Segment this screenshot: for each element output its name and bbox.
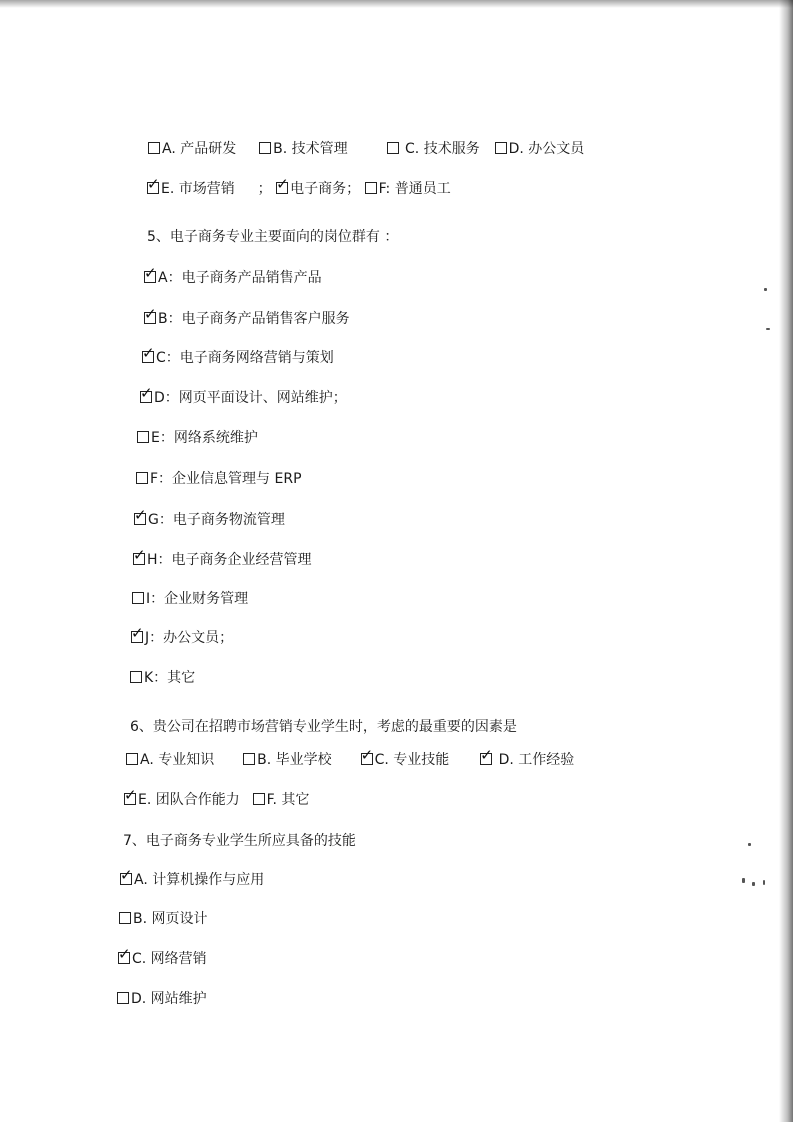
q5-option-label: K：其它 (144, 670, 196, 686)
option-d-label: D. 办公文员 (508, 141, 585, 157)
option-ecommerce-label: 电子商务； (290, 181, 361, 197)
check-icon: ✓ (120, 866, 133, 884)
checkbox-a[interactable] (148, 142, 160, 154)
option-c-label: C. 技术服务 (400, 141, 480, 157)
option-e-label: E. 市场营销 (161, 181, 235, 197)
scan-speck (766, 328, 770, 330)
check-icon: ✓ (118, 945, 131, 963)
q6-checkbox-a[interactable] (126, 753, 138, 765)
question-6-title: 6、贵公司在招聘市场营销专业学生时，考虑的最重要的因素是 (130, 719, 517, 735)
q5-option-f (136, 470, 302, 488)
q6-row-2 (124, 786, 310, 809)
q5-option-c (142, 344, 334, 367)
q5-option-label: C：电子商务网络营销与策划 (156, 350, 334, 366)
scan-speck (742, 878, 745, 883)
question-5-title: 5、电子商务专业主要面向的岗位群有 ： (147, 229, 399, 245)
checkbox-b[interactable] (259, 142, 271, 154)
q5-checkbox-i[interactable] (132, 592, 144, 604)
q5-checkbox-j[interactable] (131, 624, 144, 643)
q6-checkbox-d[interactable] (480, 746, 493, 765)
q5-checkbox-f[interactable] (136, 472, 148, 484)
q5-option-label: H：电子商务企业经营管理 (147, 552, 312, 568)
q5-checkbox-c[interactable] (142, 344, 155, 363)
q5-option-label: G：电子商务物流管理 (148, 512, 285, 528)
q5-option-label: B：电子商务产品销售客户服务 (158, 311, 350, 327)
scan-edge-top (0, 0, 793, 8)
q7-option-b (119, 910, 208, 928)
q7-checkbox-c[interactable] (118, 945, 131, 964)
q5-option-label: J：办公文员； (145, 630, 234, 646)
q7-checkbox-b[interactable] (119, 912, 131, 924)
option-f-label: F: 普通员工 (378, 181, 451, 197)
q5-option-d (140, 384, 347, 407)
q6-option-f-label: F. 其它 (266, 792, 310, 808)
q5-checkbox-h[interactable] (133, 546, 146, 565)
q5-checkbox-k[interactable] (130, 671, 142, 683)
q5-option-h (133, 546, 312, 569)
check-icon: ✓ (480, 746, 493, 764)
scan-edge-right (779, 0, 793, 1122)
q5-option-k (130, 669, 195, 687)
check-icon: ✓ (142, 344, 155, 362)
q6-checkbox-b[interactable] (243, 753, 255, 765)
q6-checkbox-c[interactable] (360, 746, 374, 765)
check-icon: ✓ (133, 546, 146, 564)
prev-question-row-1 (148, 140, 584, 158)
q5-checkbox-g[interactable] (134, 506, 147, 525)
check-icon: ✓ (124, 786, 137, 804)
q6-checkbox-e[interactable] (124, 786, 137, 805)
check-icon: ✓ (134, 506, 147, 524)
q5-option-label: A：电子商务产品销售产品 (158, 270, 322, 286)
q5-option-b (144, 305, 350, 328)
q6-option-b-label: B. 毕业学校 (257, 752, 332, 768)
check-icon: ✓ (147, 175, 160, 193)
q6-row-1 (126, 746, 575, 769)
q7-option-label: B. 网页设计 (133, 911, 208, 927)
q6-option-c-label: C. 专业技能 (374, 752, 450, 768)
q5-option-i (132, 590, 248, 608)
q5-option-label: E：网络系统维护 (151, 430, 258, 446)
q5-checkbox-a[interactable] (144, 264, 157, 283)
check-icon: ✓ (276, 175, 289, 193)
option-a-label: A. 产品研发 (162, 141, 237, 157)
scan-speck (748, 843, 751, 846)
q5-checkbox-d[interactable] (140, 384, 153, 403)
q5-option-label: D：网页平面设计、网站维护； (154, 390, 347, 406)
q6-option-e-label: E. 团队合作能力 (138, 792, 240, 808)
checkbox-f[interactable] (365, 182, 377, 194)
scan-speck (764, 288, 767, 291)
q5-option-label: I：企业财务管理 (146, 591, 249, 607)
q6-option-d-label: D. 工作经验 (494, 752, 575, 768)
checkbox-e[interactable] (147, 175, 160, 194)
scan-speck (752, 882, 755, 886)
q5-option-a (144, 264, 322, 287)
q7-checkbox-d[interactable] (117, 992, 129, 1004)
q7-option-label: C. 网络营销 (132, 951, 207, 967)
q7-checkbox-a[interactable] (120, 866, 133, 885)
checkbox-ecommerce[interactable] (276, 175, 289, 194)
q7-option-d (117, 990, 207, 1008)
q5-option-e (137, 429, 258, 447)
q7-option-label: D. 网站维护 (131, 991, 207, 1007)
q5-option-g (134, 506, 285, 529)
check-icon: ✓ (140, 384, 153, 402)
prev-question-row-2 (147, 175, 451, 198)
q7-option-c (118, 945, 207, 968)
check-icon: ✓ (131, 624, 144, 642)
check-icon: ✓ (144, 264, 157, 282)
q6-option-a-label: A. 专业知识 (140, 752, 215, 768)
question-7-title: 7、电子商务专业学生所应具备的技能 (123, 833, 356, 849)
q7-option-a (120, 866, 265, 889)
q7-option-label: A. 计算机操作与应用 (134, 872, 265, 888)
option-b-label: B. 技术管理 (273, 141, 348, 157)
q6-checkbox-f[interactable] (253, 793, 265, 805)
q5-checkbox-b[interactable] (144, 305, 157, 324)
q5-option-j (131, 624, 234, 647)
check-icon: ✓ (144, 305, 157, 323)
checkbox-d[interactable] (495, 142, 507, 154)
check-icon: ✓ (360, 746, 374, 764)
q5-option-label: F：企业信息管理与 ERP (150, 471, 302, 487)
checkbox-c[interactable] (387, 142, 399, 154)
separator: ； (253, 181, 272, 197)
scan-speck (763, 880, 765, 885)
q5-checkbox-e[interactable] (137, 431, 149, 443)
